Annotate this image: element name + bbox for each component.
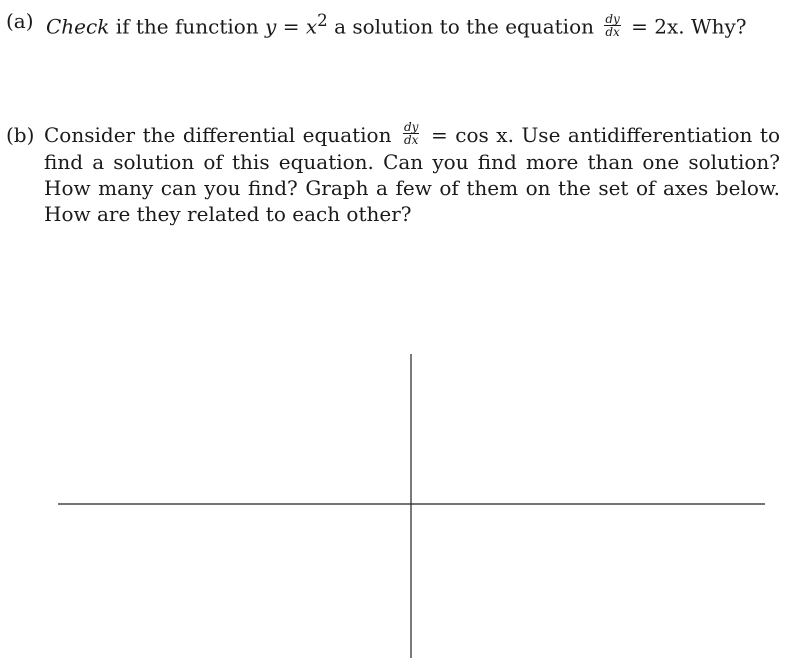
fraction-numerator: dy xyxy=(404,120,419,134)
problem-b-text-1: Consider the differential equation xyxy=(44,123,399,147)
exponent: 2 xyxy=(317,11,328,30)
problem-b-label: (b) xyxy=(6,123,35,147)
problem-a-text-1: if the function xyxy=(109,14,266,39)
problem-a-text-3: = 2x. Why? xyxy=(624,14,747,39)
problem-a-label: (a) xyxy=(6,9,34,33)
problem-b-text-2: = cos x. Use antidifferentiation to find a solution of this equation. Can you find more than one solution? How many can you find? Graph a few of them on the set of axes below. How are they related to each other? xyxy=(44,123,780,226)
fraction-denominator: dx xyxy=(404,133,419,147)
fraction-denominator: dx xyxy=(605,24,620,39)
function-expression: y = x xyxy=(265,14,318,39)
check-word: Check xyxy=(46,14,110,39)
fraction-numerator: dy xyxy=(605,11,620,26)
problem-a-text-2: a solution to the equation xyxy=(327,14,601,39)
